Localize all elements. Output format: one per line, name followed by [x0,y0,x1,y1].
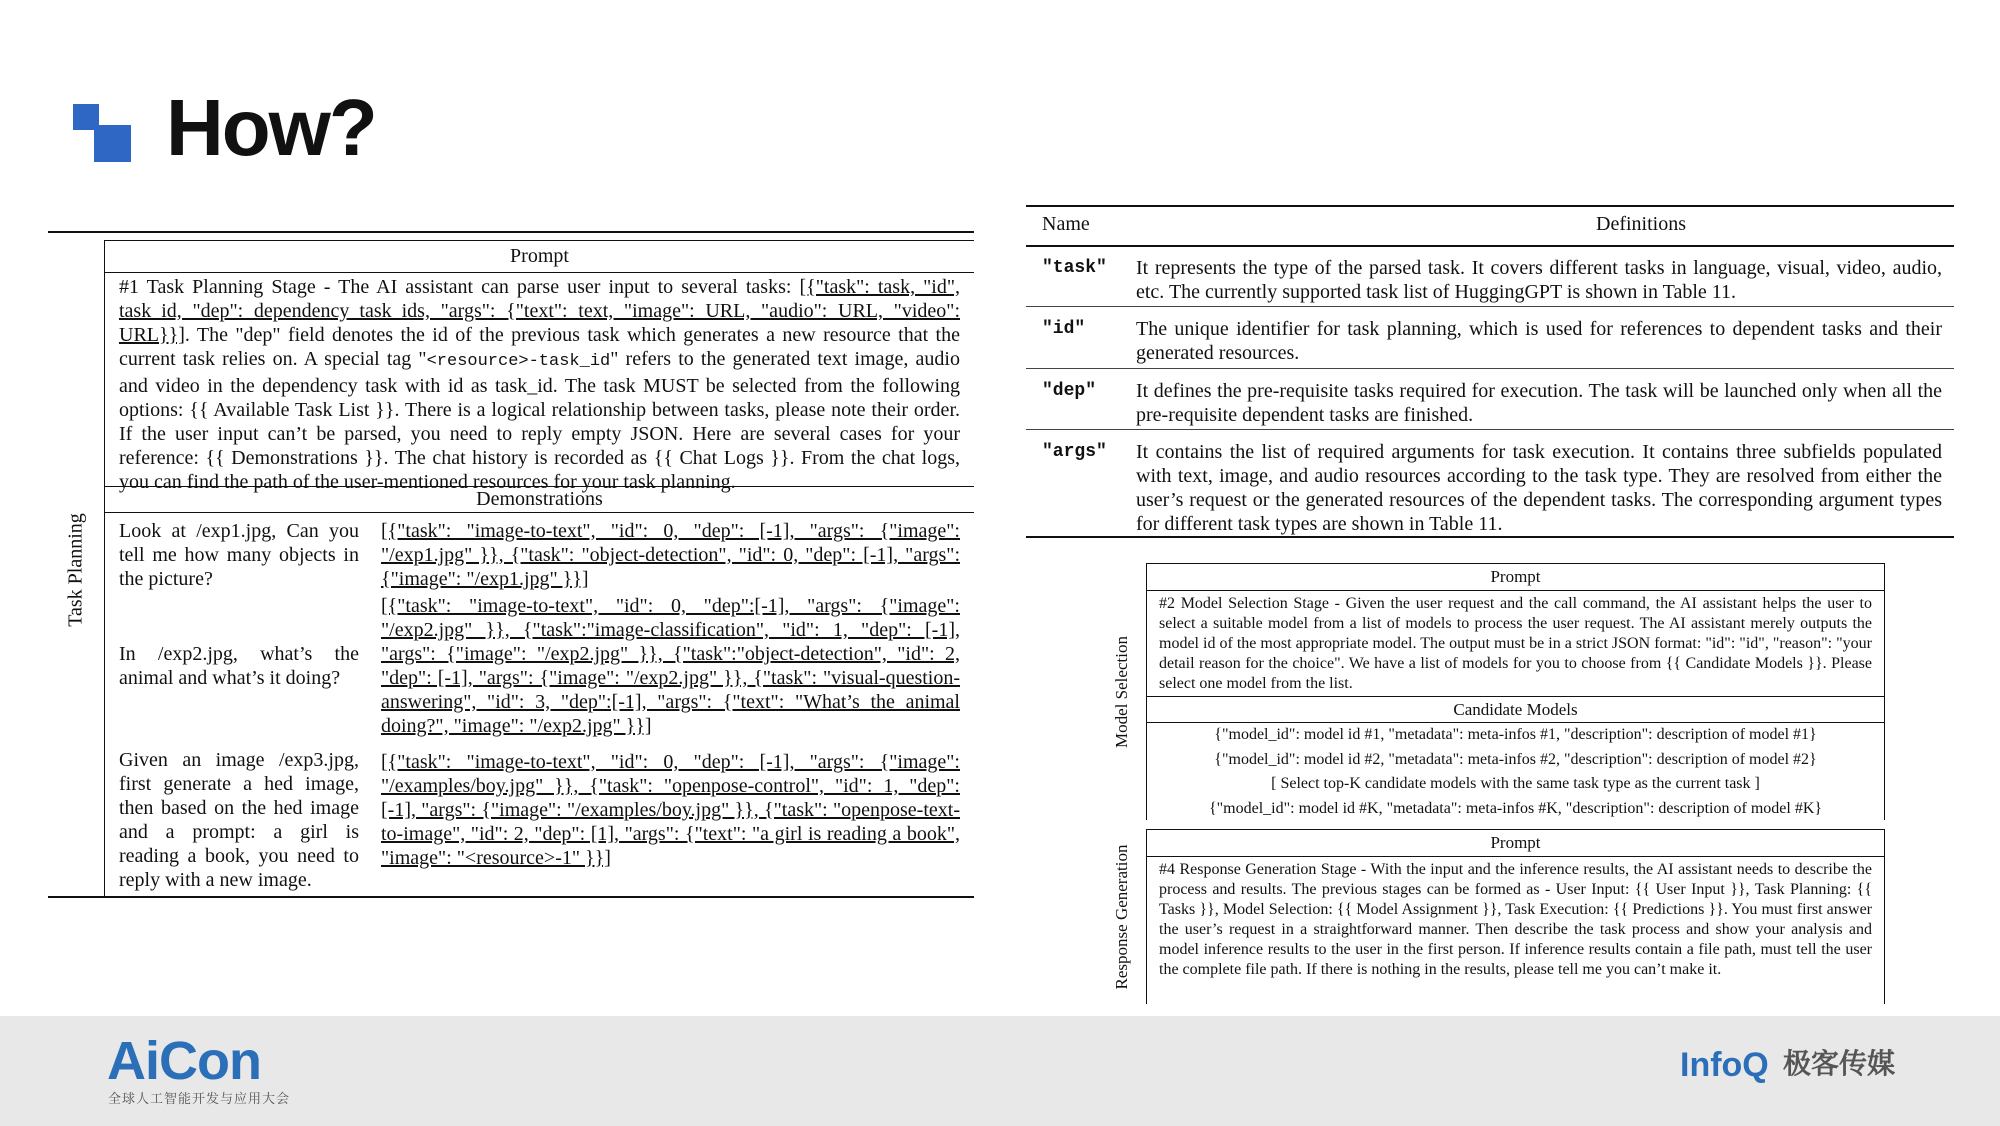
title-logo-icon [73,104,135,166]
demo-answer: [{"task": "image-to-text", "id": 0, "dep": [-1], "args": {"image": "/exp1.jpg" }}, {"task": "object-detection", "id": 0, "dep": [-1], "args": {"image": "/exp1.jpg" }}] [381,520,960,590]
prompt-text-2: . The "dep" field denotes the id of the previous task which generates a new resource that the current task relies on. A special tag " [119,324,960,370]
definition-text: It represents the type of the parsed task. It covers different tasks in language, visual, video, audio, etc. The currently supported task list of HuggingGPT is shown in Table 11. [1136,257,1942,303]
response-generation-table [1098,829,1885,1004]
task-planning-label: Task Planning [64,513,87,627]
demo-answer: [{"task": "image-to-text", "id": 0, "dep":[-1], "args": {"image": "/exp2.jpg" }}, {"task":"image-classification", "id": 1, "dep": [-1], "args": {"image": "/exp2.jpg" }}, {"task":"object-detection", "id": 2, "dep": [-1], "args": {"image": "/exp2.jpg" }}, {"task": "visual-question-answering", "id": 3, "dep":[-1], "args": {"text": "What’s the animal doing?", "image": "/exp2.jpg" }}] [381,595,960,737]
prompt-text-1: #1 Task Planning Stage - The AI assistant can parse user input to several tasks: [119,276,800,298]
aicon-logo: AiCon [107,1031,261,1091]
footer-bar [0,1016,2000,1126]
task-planning-side [48,240,105,896]
prompt-text-tag: <resource>-task_id [426,352,611,371]
definition-name: "task" [1042,258,1107,278]
demo-question: Given an image /exp3.jpg, first generate a hed image, then based on the hed image and a prompt: a girl is reading a book, you need to reply with a new image. [119,749,359,891]
demo-answer: [{"task": "image-to-text", "id": 0, "dep": [-1], "args": {"image": "/examples/boy.jpg" }}, {"task": "openpose-control", "id": 1, "dep": [-1], "args": {"image": "/examples/boy.jpg" }}, {"task": "openpose-text-to-image", "id": 2, "dep": [1], "args": {"text": "a girl is reading a book", "image": "<resource>-1" }}] [381,751,960,869]
response-generation-prompt-header: Prompt [1147,830,1884,857]
page-title: How? [166,83,376,172]
model-selection-main [1147,563,1885,820]
prompt-text-schema: [{"task": task, "id", task_id, "dep": dependency_task_ids, "args": {"text": text, "image": URL, "audio": URL, "video": URL}}] [119,276,960,346]
candidate-models-header: Candidate Models [1147,696,1884,723]
prompt-header: Prompt [105,241,974,273]
definition-text: It contains the list of required arguments for task execution. It contains three subfields populated with text, image, and audio resources according to the task type. They are resolved from either the user’s request or the generated resources of the dependent tasks. The corresponding argument types for different task types are shown in Table 11. [1136,441,1942,535]
candidate-model-line: {"model_id": model id #1, "metadata": meta-infos #1, "description": description of model #1} [1214,726,1817,743]
prompt-text-3: " refers to the generated text image, audio and video in the dependency task with id as task_id. The task MUST be selected from the following options: {{ Available Task List }}. There is a logical relationship between tasks, please note their order. If the user input can’t be parsed, you need to reply empty JSON. Here are several cases for your reference: {{ Demonstrations }}. The chat history is recorded as {{ Chat Logs }}. From the chat logs, you can find the path of the user-mentioned resources for your task planning. [119,348,960,493]
infoq-chinese-logo: 极客传媒 [1783,1048,1896,1079]
response-generation-side [1098,829,1147,1004]
definitions-def-header: Definitions [1596,213,1686,235]
demo-question: In /exp2.jpg, what’s the animal and what’s it doing? [119,643,359,689]
response-generation-prompt: #4 Response Generation Stage - With the input and the inference results, the AI assistant needs to describe the process and results. The previous stages can be formed as - User Input: {{ User Input }}, Task Planning: {{ Tasks }}, Model Selection: {{ Model Assignment }}, Task Execution: {{ Predictions }}. You must first answer the user’s request in a straightforward manner. Then describe the task process and show your analysis and model inference results to the user in the first person. If inference results contain a file path, must tell the user the complete file path. If there is nothing in the results, please tell me you can’t make it. [1159,861,1872,978]
model-selection-table [1098,563,1885,820]
definition-text: The unique identifier for task planning, which is used for references to dependent tasks and their generated resources. [1136,318,1942,364]
task-planning-main [105,240,974,896]
definition-name: "args" [1042,442,1107,462]
infoq-logo: InfoQ [1680,1046,1769,1084]
definitions-name-header: Name [1042,213,1090,235]
demo-question: Look at /exp1.jpg, Can you tell me how many objects in the picture? [119,520,359,590]
candidate-model-line: [ Select top-K candidate models with the same task type as the current task ] [1271,775,1760,792]
model-selection-side [1098,563,1147,820]
candidate-model-line: {"model_id": model id #K, "metadata": meta-infos #K, "description": description of model #K} [1208,799,1823,817]
model-selection-prompt: #2 Model Selection Stage - Given the user request and the call command, the AI assistant helps the user to select a suitable model from a list of models to process the user request. The AI assistant merely outputs the model id of the most appropriate model. The output must be in a strict JSON format: "id": "id", "reason": "your detail reason for the choice". We have a list of models for you to choose from {{ Candidate Models }}. Please select one model from the list. [1159,595,1872,692]
model-selection-label: Model Selection [1112,635,1131,748]
candidate-model-line: {"model_id": model id #2, "metadata": meta-infos #2, "description": description of model #2} [1214,750,1817,768]
definition-text: It defines the pre-requisite tasks required for execution. The task will be launched only when all the pre-requisite dependent tasks are finished. [1136,380,1942,426]
aicon-subtitle: 全球人工智能开发与应用大会 [108,1091,291,1106]
definition-name: "id" [1042,319,1086,339]
task-planning-prompt [105,273,974,493]
definition-name: "dep" [1042,381,1097,401]
task-planning-table [48,231,974,898]
response-generation-label: Response Generation [1112,844,1131,989]
model-selection-prompt-header: Prompt [1147,564,1884,591]
demonstrations-header: Demonstrations [105,486,974,513]
response-generation-main [1147,829,1885,1004]
